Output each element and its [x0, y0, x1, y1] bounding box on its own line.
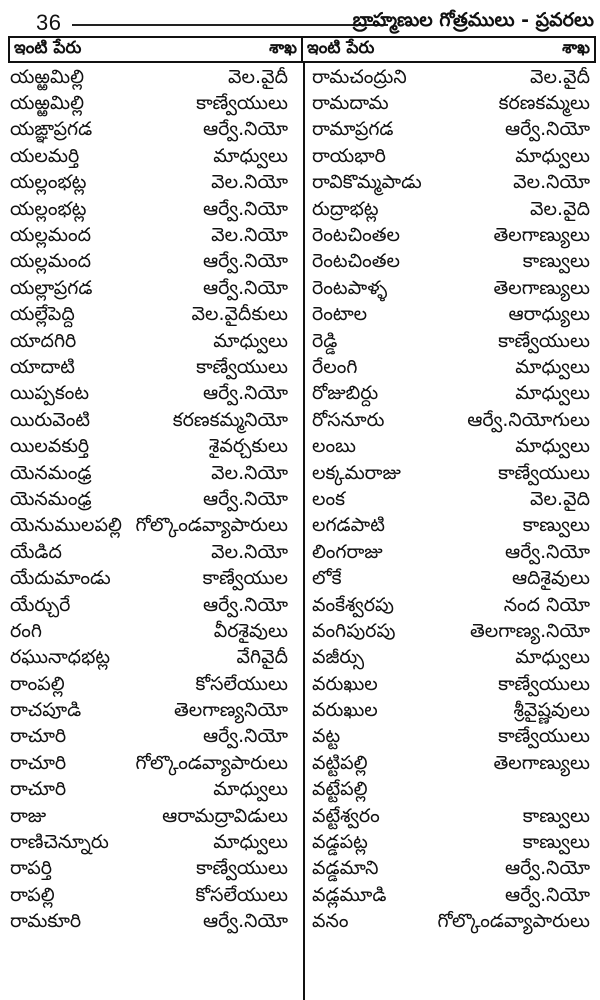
table-row: [0, 119, 600, 145]
page-number: 36: [36, 10, 62, 35]
surname-text: యేడిద: [10, 540, 62, 563]
branch-text: తెలగాణ్యులు: [493, 751, 590, 774]
surname-text: యెనమంఢ్ర: [10, 487, 92, 510]
surname-text: వనం: [312, 910, 349, 933]
table-body: [0, 66, 600, 937]
branch-text: కోసలేయులు: [195, 672, 288, 695]
table-cell-right: [302, 382, 600, 409]
table-cell-left: [0, 514, 298, 541]
table-cell-right: [302, 66, 600, 93]
branch-text: కోసలేయులు: [195, 883, 288, 906]
surname-text: రఘునాధభట్ల: [10, 646, 111, 669]
header-left: [10, 38, 301, 61]
table-cell-left: [0, 857, 298, 884]
branch-text: ఆర్వే.నియోగులు: [467, 408, 590, 431]
branch-text: ఆర్వే.నియో: [504, 857, 590, 880]
branch-text: ఆరామద్రావిడులు: [162, 804, 288, 827]
table-cell-left: [0, 409, 298, 436]
table-cell-right: [302, 857, 600, 884]
branch-text: కాణ్వేయులు: [196, 857, 288, 880]
surname-text: యిరువెంటి: [10, 408, 91, 431]
table-cell-right: [302, 118, 600, 145]
branch-text: కాణ్వులు: [522, 804, 590, 827]
table-cell-left: [0, 567, 298, 594]
table-row: [0, 779, 600, 805]
table-cell-right: [302, 594, 600, 621]
surname-text: యేర్చురే: [10, 593, 71, 616]
surname-text: వరుఖుల: [312, 672, 378, 695]
branch-text: వెల.నియో: [211, 224, 288, 247]
branch-text: ఆర్వే.నియో: [202, 593, 288, 616]
branch-text: కరణకమ్మనియో: [172, 408, 288, 431]
surname-text: రామచంద్రుని: [312, 65, 407, 88]
table-cell-left: [0, 594, 298, 621]
branch-text: మాధ్వులు: [515, 382, 590, 405]
table-cell-right: [302, 356, 600, 383]
surname-text: లంబు: [312, 435, 356, 458]
table-cell-right: [302, 725, 600, 752]
branch-text: కాణ్వులు: [522, 514, 590, 537]
running-title: బ్రాహ్మణుల గోత్రములు - ప్రవరలు: [352, 9, 594, 31]
surname-text: యల్లంభట్ల: [10, 197, 87, 220]
branch-text: ఆరాధ్యులు: [508, 303, 590, 326]
surname-text: యెనుములపల్లి: [10, 514, 122, 537]
surname-text: యఱ్ఱమిల్లి: [10, 92, 85, 115]
surname-text: రాపర్తి: [10, 857, 52, 880]
surname-text: రెంటచింతల: [312, 224, 401, 247]
table-cell-left: [0, 620, 298, 647]
table-cell-left: [0, 224, 298, 251]
table-cell-left: [0, 330, 298, 357]
surname-text: రామకూరి: [10, 910, 82, 933]
table-row: [0, 92, 600, 118]
table-cell-right: [302, 224, 600, 251]
table-cell-left: [0, 277, 298, 304]
table-cell-right: [302, 435, 600, 462]
surname-text: వజీర్సు: [312, 646, 365, 669]
surname-text: రెంటాల: [312, 303, 368, 326]
branch-text: ఆర్వే.నియో: [202, 118, 288, 141]
branch-text: ఆర్వే.నియో: [202, 276, 288, 299]
table-row: [0, 620, 600, 646]
table-cell-left: [0, 910, 298, 937]
surname-text: రామాప్రగడ: [312, 118, 394, 141]
branch-text: ఆర్వే.నియో: [202, 382, 288, 405]
table-cell-right: [302, 752, 600, 779]
table-row: [0, 726, 600, 752]
branch-text: తెలగాణ్యులు: [493, 276, 590, 299]
branch-text: కాణ్వులు: [522, 250, 590, 273]
branch-text: వెల.నియో: [211, 461, 288, 484]
surname-text: యఙ్ఞాప్రగడ: [10, 118, 93, 141]
branch-text: కాణ్వులు: [522, 831, 590, 854]
branch-text: కాణ్వేయులు: [196, 356, 288, 378]
table-cell-left: [0, 646, 298, 673]
surname-text: వడ్డపట్ల: [312, 831, 368, 854]
table-header: [8, 36, 596, 63]
branch-text: మాధ్వులు: [213, 778, 288, 801]
table-cell-left: [0, 673, 298, 700]
branch-text: మాధ్వులు: [515, 356, 590, 378]
surname-text: వడ్డమాని: [312, 857, 379, 880]
surname-text: రెడ్డి: [312, 329, 338, 352]
surname-text: రామదామ: [312, 92, 389, 115]
branch-text: వీరశైవులు: [213, 619, 288, 642]
branch-text: వెల.వైదీ: [228, 65, 288, 88]
surname-text: రేలంగి: [312, 356, 358, 378]
table-cell-left: [0, 66, 298, 93]
table-row: [0, 699, 600, 725]
surname-text: రోజుబిర్దు: [312, 382, 379, 405]
table-cell-right: [302, 567, 600, 594]
branch-text: నంద నియో: [503, 593, 590, 616]
table-cell-right: [302, 884, 600, 911]
table-cell-right: [302, 330, 600, 357]
table-cell-left: [0, 145, 298, 172]
surname-text: లింగరాజు: [312, 540, 383, 563]
table-row: [0, 647, 600, 673]
header-branch: శాఖ: [562, 37, 590, 58]
branch-text: గోల్కొండవ్యాపారులు: [135, 751, 288, 774]
table-cell-right: [302, 409, 600, 436]
table-row: [0, 858, 600, 884]
surname-text: యాదాటి: [10, 356, 75, 378]
branch-text: శైవర్చకులు: [208, 435, 288, 458]
surname-text: లంక: [312, 487, 346, 510]
table-row: [0, 752, 600, 778]
surname-text: రోసనూరు: [312, 408, 385, 431]
table-cell-left: [0, 778, 298, 805]
surname-text: రాచూరి: [10, 725, 67, 748]
branch-text: ఆర్వే.నియో: [202, 197, 288, 220]
header-branch: శాఖ: [269, 37, 297, 58]
table-cell-right: [302, 250, 600, 277]
table-row: [0, 251, 600, 277]
branch-text: మాధ్వులు: [213, 831, 288, 854]
table-cell-right: [302, 277, 600, 304]
table-cell-right: [302, 198, 600, 225]
table-cell-right: [302, 462, 600, 489]
table-row: [0, 172, 600, 198]
branch-text: మాధ్వులు: [213, 144, 288, 167]
surname-text: వంకేశ్వరపు: [312, 593, 394, 616]
table-cell-left: [0, 250, 298, 277]
table-row: [0, 409, 600, 435]
branch-text: కాణ్వేయులు: [498, 461, 590, 484]
branch-text: వెల.వైదీ: [530, 65, 590, 88]
surname-text: వడ్లమూడి: [312, 883, 387, 906]
surname-text: రాంపల్లి: [10, 672, 65, 695]
surname-text: రాజు: [10, 804, 47, 827]
branch-text: ఆర్వే.నియో: [504, 118, 590, 141]
branch-text: మాధ్వులు: [515, 435, 590, 458]
branch-text: వెల.వైదీకులు: [191, 303, 288, 326]
table-cell-left: [0, 752, 298, 779]
table-cell-left: [0, 541, 298, 568]
surname-text: రెంటచింతల: [312, 250, 401, 273]
branch-text: ఆర్వే.నియో: [202, 910, 288, 933]
table-cell-left: [0, 831, 298, 858]
table-cell-right: [302, 699, 600, 726]
surname-text: యిప్పకంట: [10, 382, 90, 405]
branch-text: గోల్కొండవ్యాపారులు: [437, 910, 590, 933]
surname-text: వట్టేశ్వరం: [312, 804, 380, 827]
branch-text: మాధ్వులు: [515, 144, 590, 167]
header-surname: ఇంటి పేరు: [307, 37, 375, 58]
branch-text: తెలగాణ్య.నియో: [469, 619, 590, 642]
table-cell-right: [302, 778, 600, 805]
table-cell-left: [0, 92, 298, 119]
surname-text: యల్లాప్రగడ: [10, 276, 93, 299]
branch-text: కాణ్వేయులు: [196, 92, 288, 115]
surname-text: రాపల్లి: [10, 883, 55, 906]
table-row: [0, 383, 600, 409]
table-row: [0, 277, 600, 303]
table-row: [0, 884, 600, 910]
surname-text: రెంటపాళ్ళ: [312, 276, 388, 299]
table-cell-left: [0, 435, 298, 462]
table-row: [0, 515, 600, 541]
surname-text: యల్లేపెద్ది: [10, 303, 75, 326]
surname-text: రావికొమ్మపాడు: [312, 171, 422, 194]
surname-text: రాచూరి: [10, 778, 67, 801]
surname-text: రాణిచెన్నూరు: [10, 831, 109, 854]
table-cell-right: [302, 92, 600, 119]
table-cell-left: [0, 488, 298, 515]
table-cell-left: [0, 382, 298, 409]
branch-text: కాణ్వేయుల: [202, 567, 288, 590]
table-cell-right: [302, 620, 600, 647]
page-header: [0, 4, 600, 35]
table-row: [0, 911, 600, 937]
table-cell-left: [0, 118, 298, 145]
surname-text: వట్ట: [312, 725, 341, 748]
table-cell-left: [0, 884, 298, 911]
branch-text: వేగివైదీ: [236, 646, 288, 669]
table-cell-left: [0, 462, 298, 489]
table-cell-left: [0, 198, 298, 225]
branch-text: ఆర్వే.నియో: [202, 250, 288, 273]
branch-text: వెల.వైది: [530, 487, 590, 510]
table-cell-right: [302, 514, 600, 541]
branch-text: గోల్కొండవ్యాపారులు: [135, 514, 288, 537]
table-cell-right: [302, 831, 600, 858]
surname-text: వట్టేపల్లి: [312, 778, 368, 801]
table-cell-right: [302, 488, 600, 515]
table-cell-right: [302, 673, 600, 700]
branch-text: శ్రీవైష్ణవులు: [513, 699, 590, 722]
surname-text: యలమర్తి: [10, 144, 80, 167]
table-row: [0, 224, 600, 250]
table-row: [0, 330, 600, 356]
table-cell-left: [0, 725, 298, 752]
branch-text: కరణకమ్మలు: [498, 92, 590, 115]
table-row: [0, 462, 600, 488]
table-cell-left: [0, 699, 298, 726]
branch-text: ఆదిశైవులు: [511, 567, 590, 590]
surname-text: యల్లమంద: [10, 224, 92, 247]
header-rule: [72, 24, 388, 26]
surname-text: యాదగిరి: [10, 329, 77, 352]
surname-text: లగడపాటి: [312, 514, 385, 537]
surname-text: యఱ్ఱమిల్లి: [10, 65, 85, 88]
surname-text: లక్కమరాజు: [312, 461, 401, 484]
branch-text: ఆర్వే.నియో: [504, 540, 590, 563]
table-cell-right: [302, 646, 600, 673]
surname-text: రుద్రాభట్ల: [312, 197, 379, 220]
table-cell-left: [0, 303, 298, 330]
surname-text: యేదుమాండు: [10, 567, 111, 590]
branch-text: కాణ్వేయులు: [498, 329, 590, 352]
surname-text: యల్లమంద: [10, 250, 92, 273]
surname-text: రాచపూడి: [10, 699, 82, 722]
surname-text: రాయభారి: [312, 144, 386, 167]
table-cell-right: [302, 145, 600, 172]
branch-text: తెలగాణ్యనియో: [173, 699, 288, 722]
branch-text: కాణ్వేయులు: [498, 672, 590, 695]
branch-text: తెలగాణ్యులు: [493, 224, 590, 247]
surname-text: రాచూరి: [10, 751, 67, 774]
branch-text: వెల.వైది: [530, 197, 590, 220]
table-row: [0, 304, 600, 330]
table-row: [0, 567, 600, 593]
table-row: [0, 66, 600, 92]
branch-text: వెల.నియో: [211, 171, 288, 194]
table-cell-right: [302, 541, 600, 568]
branch-text: వెల.నియో: [513, 171, 590, 194]
table-cell-right: [302, 303, 600, 330]
surname-text: రంగి: [10, 619, 42, 642]
surname-text: యెనమంఢ్ర: [10, 461, 92, 484]
surname-text: యల్లంభట్ల: [10, 171, 87, 194]
branch-text: కాణ్వేయులు: [498, 725, 590, 748]
header-surname: ఇంటి పేరు: [14, 37, 82, 58]
surname-text: లోకే: [312, 567, 342, 590]
branch-text: మాధ్వులు: [515, 646, 590, 669]
surname-text: వట్టిపల్లి: [312, 751, 368, 774]
table-row: [0, 198, 600, 224]
table-row: [0, 805, 600, 831]
table-cell-left: [0, 805, 298, 832]
branch-text: ఆర్వే.నియో: [504, 883, 590, 906]
table-row: [0, 488, 600, 514]
table-row: [0, 594, 600, 620]
table-row: [0, 541, 600, 567]
table-cell-right: [302, 805, 600, 832]
table-row: [0, 673, 600, 699]
branch-text: వెల.నియో: [211, 540, 288, 563]
surname-text: యిలవకుర్తి: [10, 435, 90, 458]
table-row: [0, 831, 600, 857]
table-row: [0, 435, 600, 461]
table-row: [0, 145, 600, 171]
table-cell-left: [0, 171, 298, 198]
branch-text: ఆర్వే.నియో: [202, 725, 288, 748]
surname-text: వరుఖుల: [312, 699, 378, 722]
table-cell-right: [302, 910, 600, 937]
table-cell-left: [0, 356, 298, 383]
header-right: [301, 38, 594, 61]
surname-text: వంగిపురపు: [312, 619, 396, 642]
branch-text: మాధ్వులు: [213, 329, 288, 352]
table-row: [0, 356, 600, 382]
branch-text: ఆర్వే.నియో: [202, 487, 288, 510]
table-cell-right: [302, 171, 600, 198]
